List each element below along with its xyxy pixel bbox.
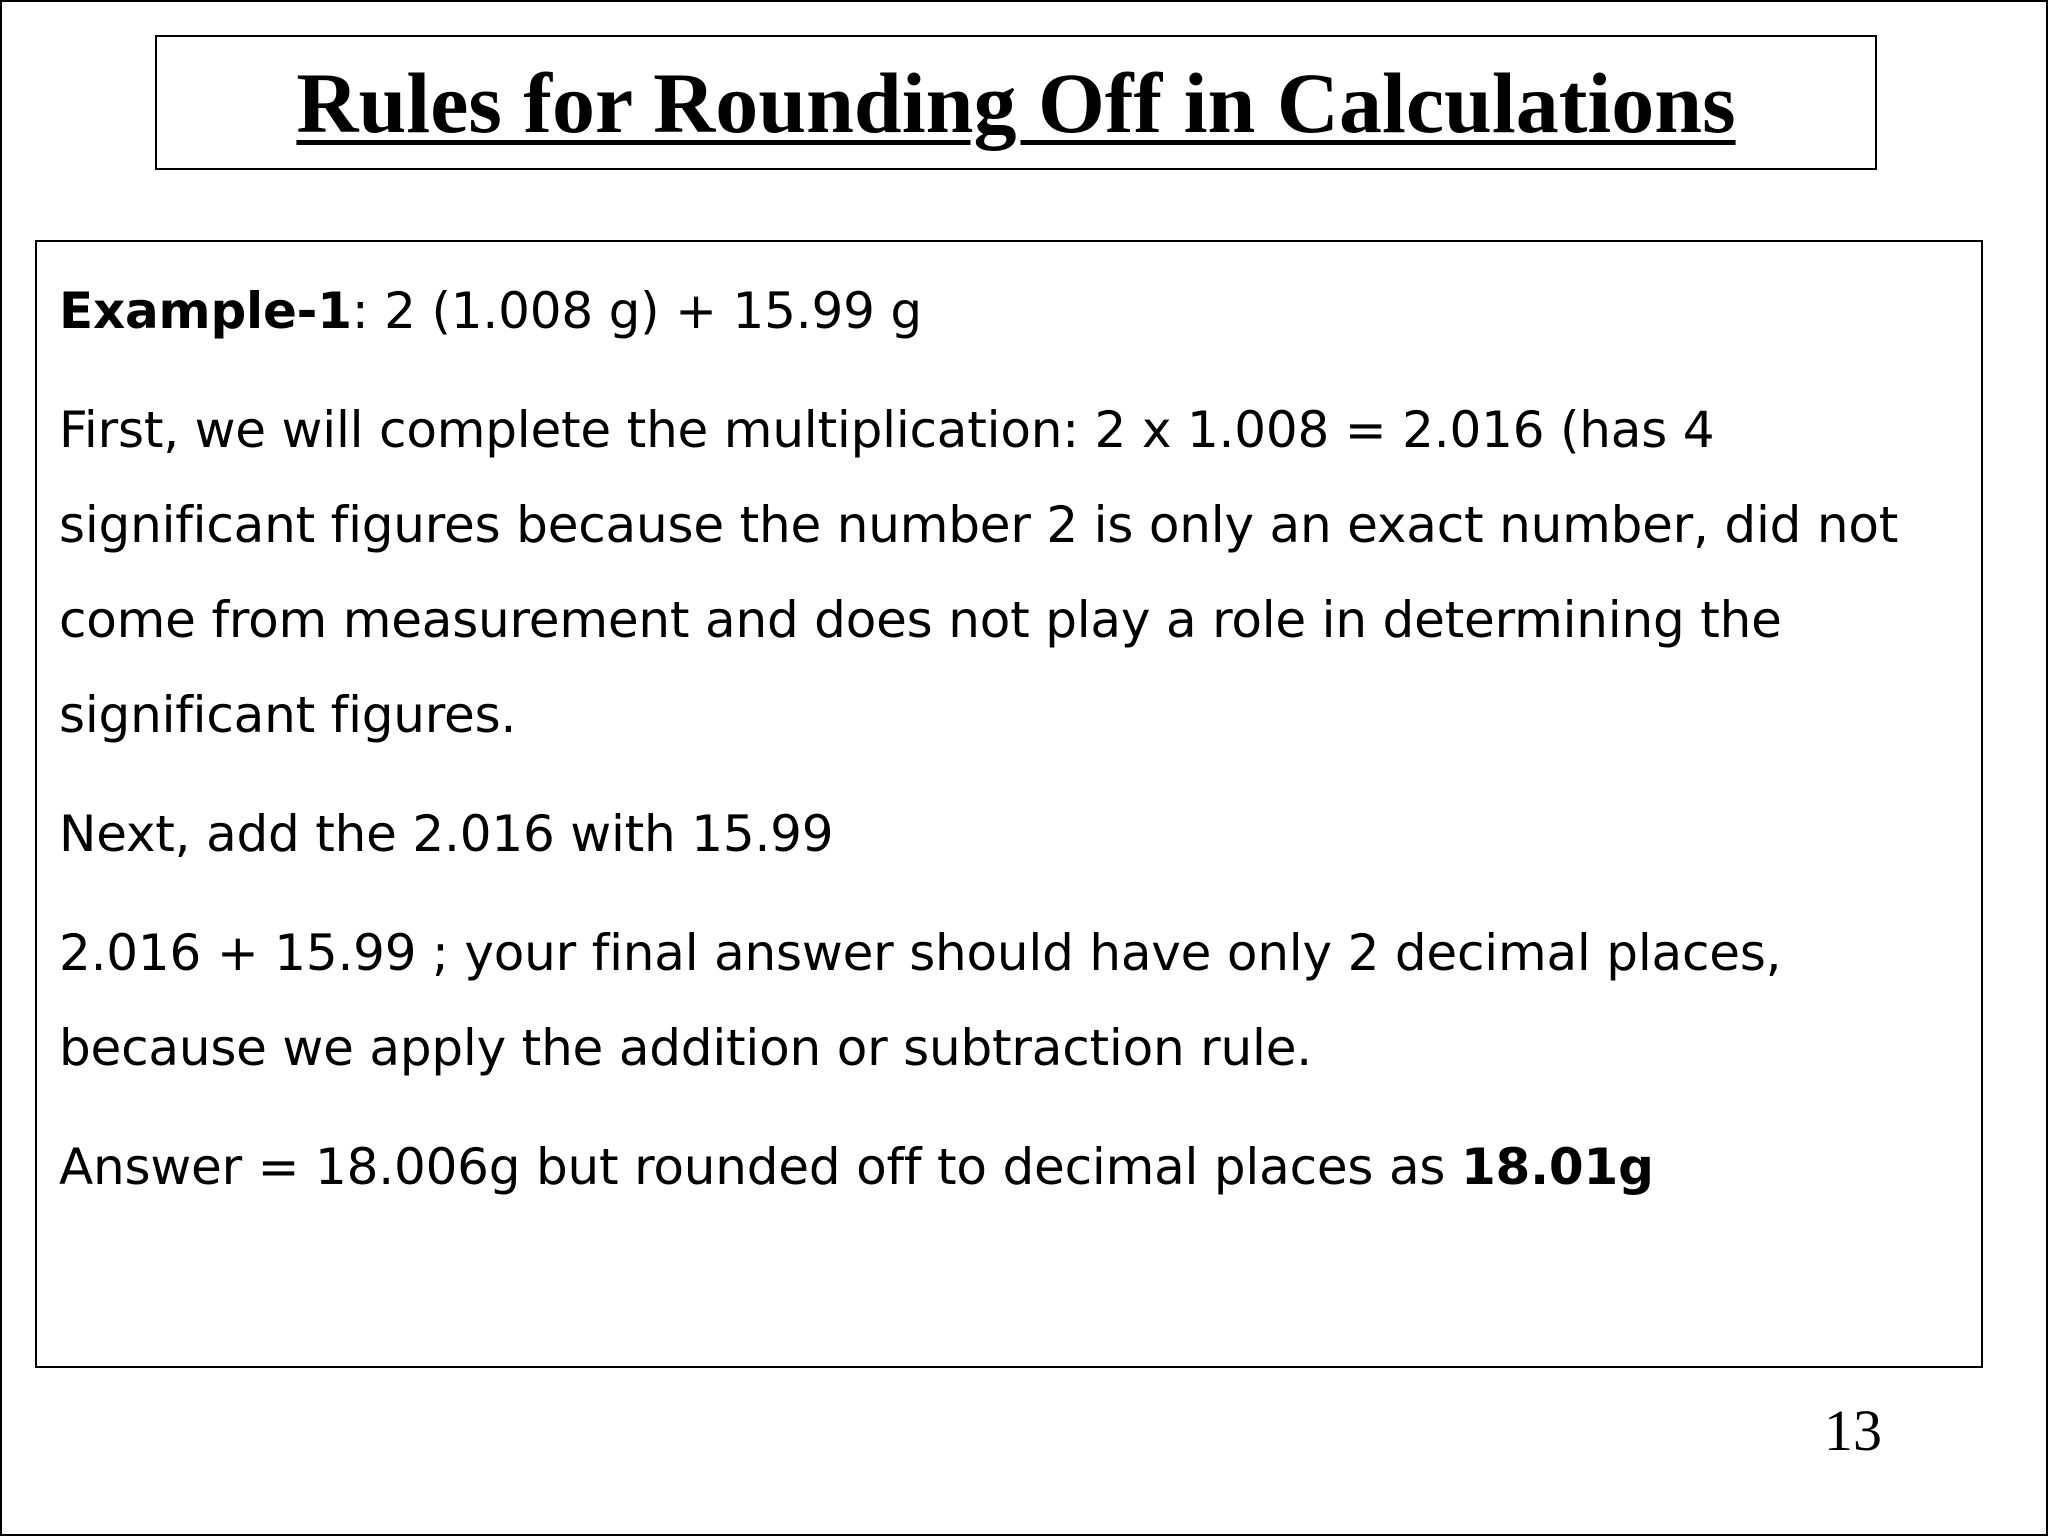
answer-line [59, 1120, 1959, 1215]
title-box [155, 35, 1877, 170]
example-heading [59, 264, 1959, 359]
answer-value: 18.01g [1460, 1138, 1654, 1196]
example-expression: : 2 (1.008 g) + 15.99 g [351, 282, 922, 340]
slide-title: Rules for Rounding Off in Calculations [296, 54, 1736, 151]
page-number: 13 [1824, 1398, 1882, 1463]
content-box [35, 240, 1983, 1368]
answer-prefix: Answer = 18.006g but rounded off to decimal places as [59, 1138, 1461, 1196]
paragraph-multiplication: First, we will complete the multiplication: 2 x 1.008 = 2.016 (has 4 significant figures because the number 2 is only an exact number, did not come from measurement and does not play a role in determining the significant figures. [59, 401, 1899, 744]
paragraph-next: Next, add the 2.016 with 15.99 [59, 805, 834, 863]
example-label: Example-1 [59, 282, 352, 340]
paragraph-rule: 2.016 + 15.99 ; your final answer should have only 2 decimal places, because we apply the addition or subtraction rule. [59, 924, 1782, 1077]
